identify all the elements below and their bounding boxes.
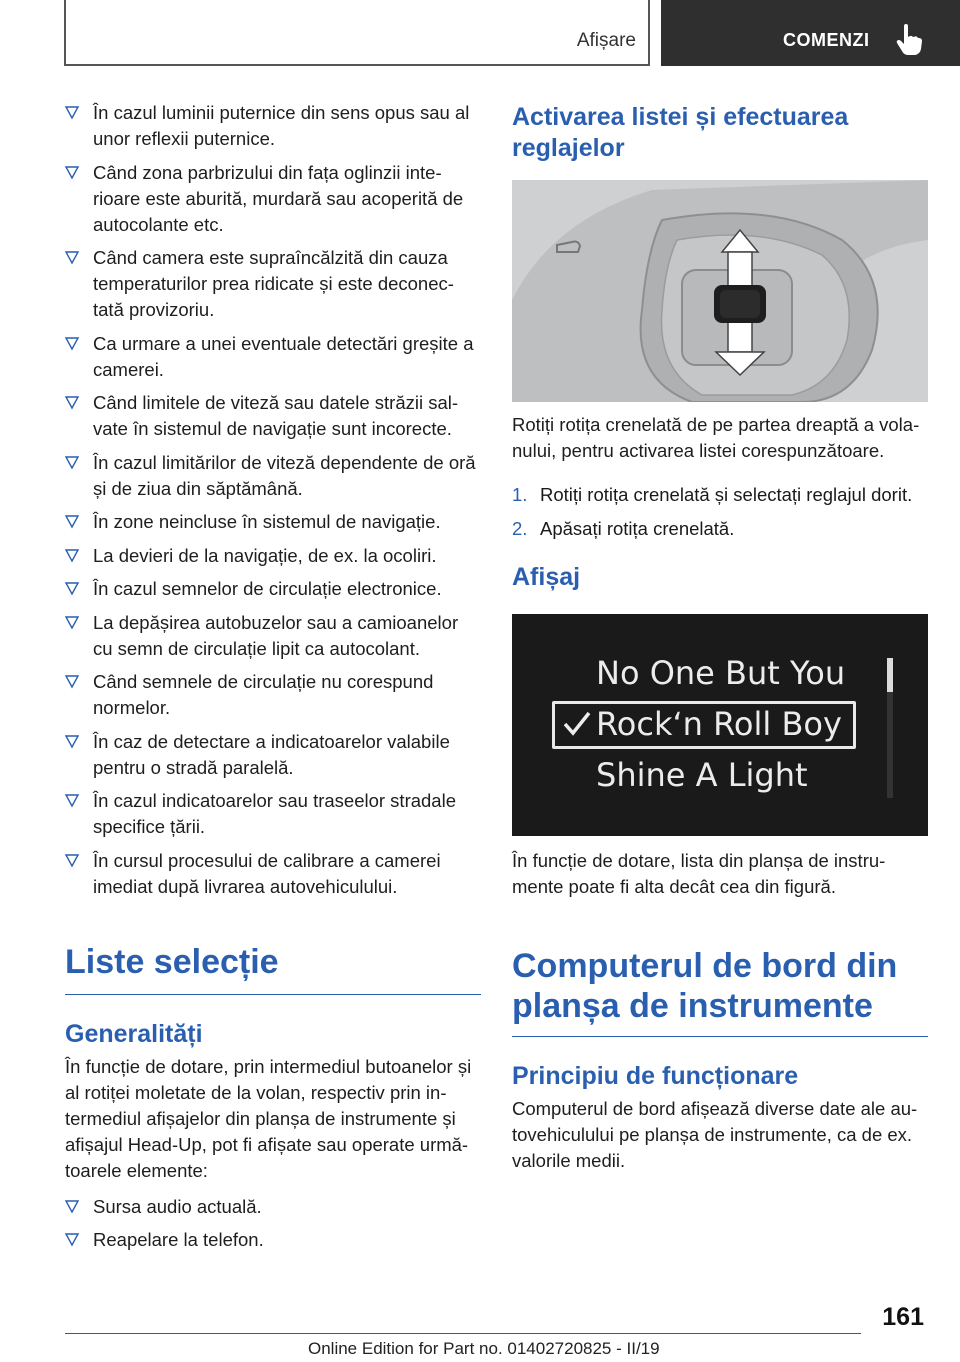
list-item: În zone neincluse în sistemul de navigație.: [65, 509, 481, 535]
triangle-bullet-icon: [65, 1200, 79, 1214]
list-item: Când semnele de circulație nu corespund normelor.: [65, 669, 481, 721]
triangle-bullet-icon: [65, 675, 79, 689]
header-section-title: Afișare: [576, 30, 636, 51]
footer-divider: [65, 1333, 861, 1334]
triangle-bullet-icon: [65, 616, 79, 630]
step-item: 1. Rotiți rotița crenelată și selectați reglajul dorit.: [512, 482, 928, 508]
triangle-bullet-icon: [65, 854, 79, 868]
list-item: În cazul indicatoarelor sau traseelor stradale specifice țării.: [65, 788, 481, 840]
generalitati-paragraph: În funcție de dotare, prin intermediul butoanelor și al rotiței moletate de la volan, respectiv prin in-termediul afișajelor din planșa de instrumente și afișajul Head-Up, pot fi afișate sau operate urmă-toarele elemente:: [65, 1055, 472, 1181]
list-item: La depășirea autobuzelor sau a camioanelor cu semn de circulație lipit ca autocolant.: [65, 610, 481, 662]
list-item: Când limitele de viteză sau datele străzii sal-vate în sistemul de navigație sunt incorecte.: [65, 390, 481, 442]
triangle-bullet-icon: [65, 735, 79, 749]
triangle-bullet-icon: [65, 396, 79, 410]
display-paragraph: În funcție de dotare, lista din planșa de instru-mente poate fi alta decât cea din figură.: [512, 850, 886, 897]
footer-edition: Online Edition for Part no. 01402720825 - II/19: [308, 1339, 660, 1358]
list-item: În caz de detectare a indicatoarelor valabile pentru o stradă paralelă.: [65, 729, 481, 781]
list-item: Sursa audio actuală.: [65, 1194, 481, 1220]
display-list-item: No One But You: [596, 654, 846, 692]
list-item: În cazul semnelor de circulație electronice.: [65, 576, 481, 602]
steering-wheel-image: [512, 180, 928, 402]
step-number: 1.: [512, 484, 528, 505]
triangle-bullet-icon: [65, 1233, 79, 1247]
principiu-paragraph: Computerul de bord afișează diverse date ale au-tovehiculului pe planșa de instrumente, ca de ex. valorile medii.: [512, 1098, 918, 1171]
triangle-bullet-icon: [65, 549, 79, 563]
left-column: [65, 100, 481, 1261]
triangle-bullet-icon: [65, 582, 79, 596]
section-divider: [512, 1036, 928, 1037]
header-chapter-tab: [661, 0, 960, 66]
step-number: 2.: [512, 518, 528, 539]
subsection-title-activarea: Activarea listei și efectuarea reglajelor: [512, 103, 849, 162]
triangle-bullet-icon: [65, 251, 79, 265]
list-item: În cazul limitărilor de viteză dependente de oră și de ziua din săptămână.: [65, 450, 481, 502]
list-item: La devieri de la navigație, de ex. la ocoliri.: [65, 543, 481, 569]
header-chapter-label: COMENZI: [783, 30, 870, 50]
page-number: 161: [882, 1303, 924, 1331]
triangle-bullet-icon: [65, 515, 79, 529]
subsection-title-generalitati: Generalități: [65, 1019, 203, 1048]
limitations-list: [65, 100, 481, 900]
triangle-bullet-icon: [65, 106, 79, 120]
steps-list: [512, 482, 928, 542]
elements-list: [65, 1194, 481, 1254]
page-header: [0, 0, 960, 66]
triangle-bullet-icon: [65, 794, 79, 808]
triangle-bullet-icon: [65, 166, 79, 180]
section-divider: [65, 994, 481, 995]
list-item: Când zona parbrizului din fața oglinzii inte-rioare este aburită, murdară sau acoperită de autocolante etc.: [65, 160, 481, 238]
header-section-box: [64, 0, 650, 66]
list-item: Când camera este supraîncălzită din cauza temperaturilor prea ridicate și este deconec-tată provizoriu.: [65, 245, 481, 323]
section-title-computer: Computerul de bord din planșa de instrumente: [512, 947, 898, 1025]
list-item: Ca urmare a unei eventuale detectări greșite a camerei.: [65, 331, 481, 383]
display-scrollbar-thumb: [887, 658, 893, 692]
checkmark-icon: [562, 709, 592, 739]
right-column: [512, 100, 928, 1174]
list-item: Reapelare la telefon.: [65, 1227, 481, 1253]
triangle-bullet-icon: [65, 456, 79, 470]
section-title-liste: Liste selecție: [65, 942, 279, 981]
triangle-bullet-icon: [65, 337, 79, 351]
wheel-paragraph: Rotiți rotița crenelată de pe partea dreaptă a vola-nului, pentru activarea listei corespunzătoare.: [512, 414, 920, 461]
display-list-image: [512, 614, 928, 836]
display-list-item: Shine A Light: [596, 756, 808, 794]
list-item: În cursul procesului de calibrare a camerei imediat după livrarea autovehiculului.: [65, 848, 481, 900]
subsection-title-afisaj: Afișaj: [512, 563, 581, 591]
steering-wheel-illustration: [512, 180, 928, 402]
pointing-hand-icon: [895, 24, 923, 56]
subsection-title-principiu: Principiu de funcționare: [512, 1062, 799, 1090]
display-list-item-selected: Rock‘n Roll Boy: [596, 705, 842, 743]
step-item: 2. Apăsați rotița crenelată.: [512, 516, 928, 542]
list-item: În cazul luminii puternice din sens opus sau al unor reflexii puternice.: [65, 100, 481, 152]
